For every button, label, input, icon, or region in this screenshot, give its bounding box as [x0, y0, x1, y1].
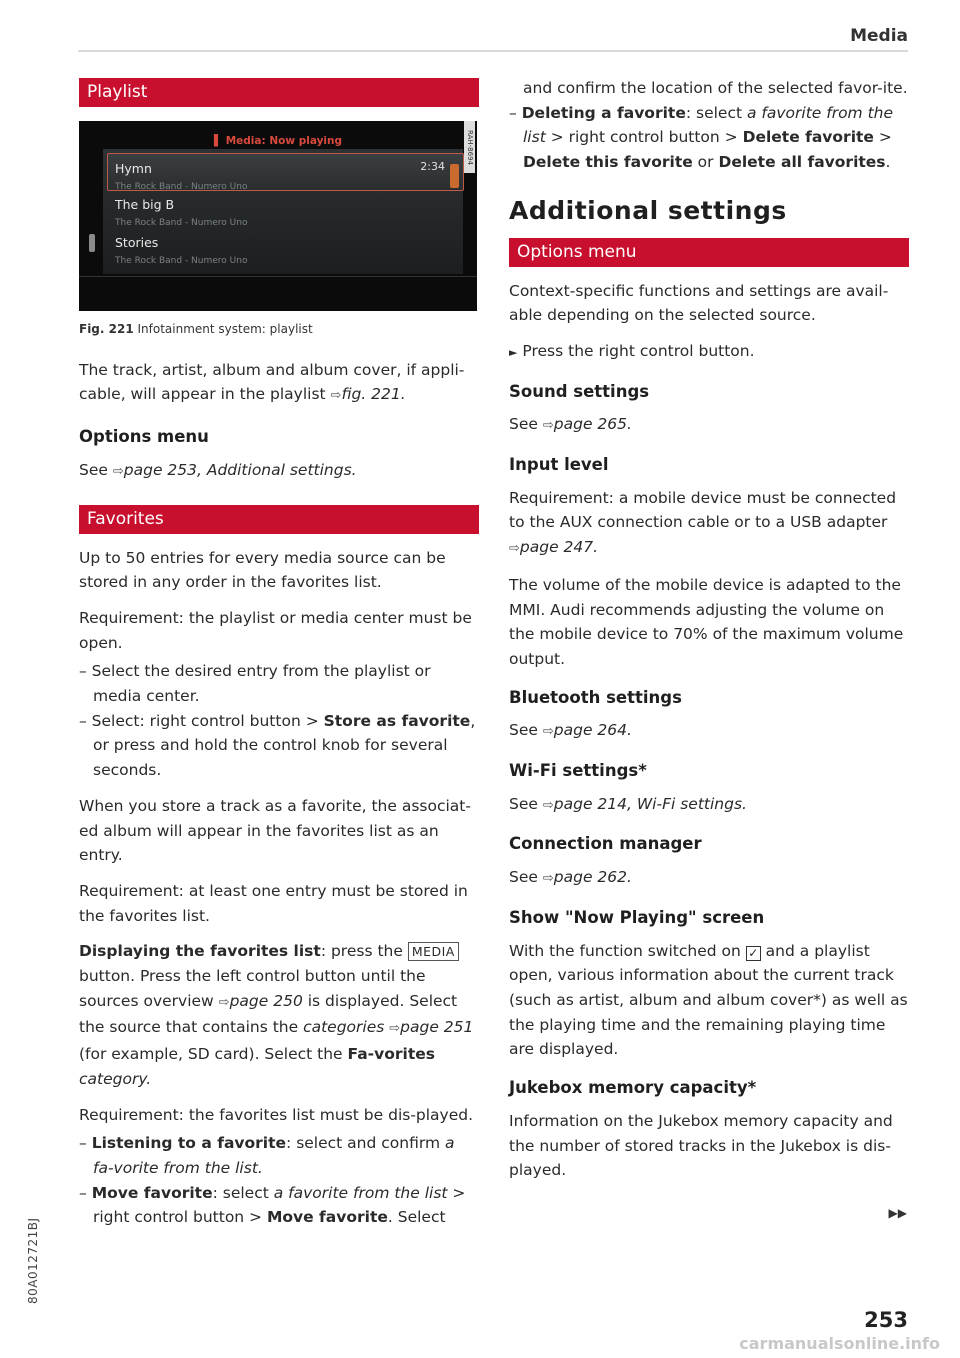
sound-settings-heading: Sound settings	[509, 381, 650, 401]
options-see: See ⇨page 253, Additional settings.	[79, 460, 357, 479]
track-artist: The Rock Band - Numero Uno	[115, 256, 248, 266]
track-artist: The Rock Band - Numero Uno	[115, 218, 248, 228]
playlist-heading: Playlist	[79, 78, 479, 107]
figure-caption: Fig. 221 Infotainment system: playlist	[79, 322, 313, 336]
checkbox-checked-icon: ✓	[746, 946, 761, 961]
fav-list-item-2: – Select: right control button > Store as favorite, or press and hold the control knob for several seconds.	[79, 711, 476, 780]
input-paragraph: Requirement: a mobile device must be connected to the AUX connection cable or to a USB adapter ⇨page 247.	[509, 488, 897, 557]
ref-arrow-icon: ⇨	[509, 541, 520, 557]
sound-see: See ⇨page 265.	[509, 415, 632, 434]
connection-see: See ⇨page 262.	[509, 868, 632, 887]
ref-arrow-icon: ⇨	[542, 797, 554, 813]
wifi-settings-heading: Wi-Fi settings*	[509, 761, 647, 781]
continued-text: and confirm the location of the selected favor-ite.	[523, 79, 908, 97]
ref-arrow-icon: ⇨	[542, 418, 554, 434]
bluetooth-settings-heading: Bluetooth settings	[509, 687, 682, 707]
step-triangle-icon: ►	[509, 345, 518, 359]
screen-title: ▌ Media: Now playing	[213, 135, 343, 147]
input-level-heading: Input level	[509, 455, 609, 475]
figure-221	[79, 121, 479, 342]
deleting-item: – Deleting a favorite: select a favorite from the list > right control button > Delete favorite > Delete this favorite or Delete all favorites.	[509, 103, 894, 172]
infotainment-screen	[79, 121, 477, 311]
ref-arrow-icon: ⇨	[330, 388, 342, 404]
track-title[interactable]: Hymn	[115, 161, 152, 176]
connection-manager-heading: Connection manager	[509, 834, 702, 854]
now-playing-heading: Show "Now Playing" screen	[509, 907, 765, 927]
favorites-heading: Favorites	[79, 505, 479, 534]
track-title[interactable]: Stories	[115, 235, 159, 250]
scroll-indicator	[450, 164, 459, 188]
bluetooth-see: See ⇨page 264.	[509, 721, 632, 740]
jukebox-paragraph: Information on the Jukebox memory capacity and the number of stored tracks in the Jukebox is dis-played.	[509, 1111, 893, 1180]
top-divider	[78, 50, 908, 52]
page-number: 253	[864, 1308, 908, 1332]
fav-paragraph-4: Requirement: at least one entry must be stored in the favorites list.	[79, 881, 468, 925]
ref-arrow-icon: ⇨	[542, 871, 554, 887]
displaying-favorites-paragraph: Displaying the favorites list: press the MEDIA button. Press the left control button until the sources overview ⇨page 250 is displayed. Select the source that contains the categories ⇨page 251 (for example, SD card). Select the Fa-vorites category.	[79, 942, 474, 1088]
fav-paragraph-1: Up to 50 entries for every media source can be stored in any order in the favorites list.	[79, 548, 446, 592]
media-key: MEDIA	[408, 942, 459, 961]
listening-item: – Listening to a favorite: select and confirm a fa-vorite from the list.	[79, 1134, 455, 1177]
ref-arrow-icon: ⇨	[218, 994, 230, 1010]
track-time: 2:34	[420, 160, 445, 173]
media-icon: ▌	[213, 135, 223, 147]
watermark-url: carmanualsonline.info	[739, 1334, 940, 1353]
options-paragraph: Context-specific functions and settings are avail-able depending on the selected source.	[509, 281, 889, 325]
right-column	[509, 76, 909, 1183]
section-title: Media	[850, 26, 908, 46]
options-menu-bar: Options menu	[509, 238, 909, 267]
track-title[interactable]: The big B	[115, 197, 175, 212]
fav-list-item-1: – Select the desired entry from the playlist or media center.	[79, 662, 431, 706]
ref-arrow-icon: ⇨	[542, 724, 554, 740]
wifi-see: See ⇨page 214, Wi-Fi settings.	[509, 794, 747, 813]
move-item: – Move favorite: select a favorite from the list > right control button > Move favorite. Select	[79, 1183, 466, 1227]
figure-code: RAH-8694	[464, 121, 475, 173]
document-code: 80A012721BJ	[26, 1217, 40, 1305]
input-paragraph-2: The volume of the mobile device is adapted to the MMI. Audi recommends adjusting the volume on the mobile device to 70% of the maximum volume output.	[509, 575, 904, 668]
additional-settings-heading: Additional settings	[509, 195, 787, 225]
left-column	[79, 78, 479, 1230]
options-step: ► Press the right control button.	[509, 341, 755, 360]
fav-paragraph-5: Requirement: the favorites list must be dis-played.	[79, 1105, 474, 1124]
fav-paragraph-3: When you store a track as a favorite, the associat-ed album will appear in the favorites list as an entry.	[79, 796, 471, 865]
options-menu-heading: Options menu	[79, 427, 209, 447]
ref-arrow-icon: ⇨	[112, 463, 124, 479]
continue-arrow-icon: ▶▶	[888, 1206, 907, 1220]
fav-paragraph-2: Requirement: the playlist or media center must be open.	[79, 608, 472, 652]
ref-arrow-icon: ⇨	[389, 1021, 401, 1037]
jukebox-heading: Jukebox memory capacity*	[509, 1078, 757, 1098]
list-position-indicator	[89, 234, 95, 252]
now-playing-paragraph: With the function switched on ✓ and a playlist open, various information about the current track (such as artist, album and album cover*) as well as the playing time and the remaining playing time are displayed.	[509, 941, 908, 1059]
control-strip	[79, 276, 477, 291]
track-artist: The Rock Band - Numero Uno	[115, 182, 248, 192]
playlist-text: The track, artist, album and album cover, if appli-cable, will appear in the playlist ⇨fig. 221.	[79, 360, 465, 404]
